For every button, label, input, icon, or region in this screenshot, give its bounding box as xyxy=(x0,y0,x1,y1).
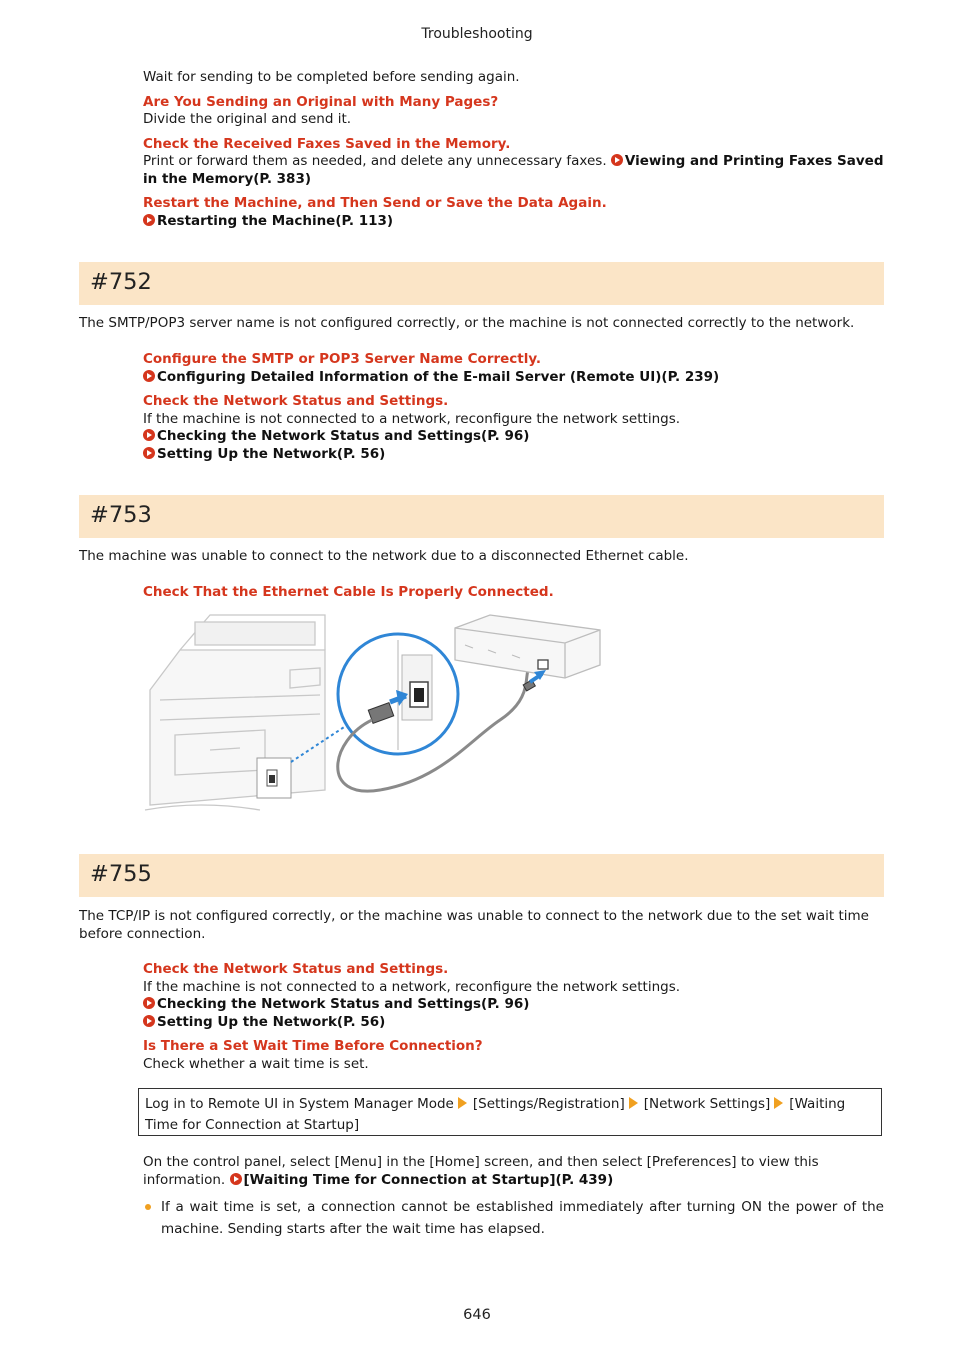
text-check-memory xyxy=(143,153,885,188)
heading-check-memory: Check the Received Faxes Saved in the Memory. xyxy=(143,135,511,152)
arrow-icon xyxy=(143,214,155,226)
heading-wait-time: Is There a Set Wait Time Before Connection? xyxy=(143,1038,483,1054)
link-network-status[interactable]: Checking the Network Status and Settings(P. 96) xyxy=(143,428,885,446)
triangle-arrow-icon xyxy=(629,1097,638,1109)
section-753-bar xyxy=(79,495,884,538)
path-step-3: [Network Settings] xyxy=(643,1096,771,1112)
bullet-text: If a wait time is set, a connection cannot be established immediately after turning ON the power of the machine. Sending starts after the wait time has elapsed. xyxy=(161,1199,884,1237)
heading-many-pages: Are You Sending an Original with Many Pages? xyxy=(143,93,499,110)
path-step-4: [Waiting Time for Connection at Startup] xyxy=(145,1096,846,1133)
link-setting-up-network-755[interactable]: Setting Up the Network(P. 56) xyxy=(143,1014,885,1032)
arrow-icon xyxy=(143,447,155,459)
triangle-arrow-icon xyxy=(774,1097,783,1109)
section-753-block xyxy=(143,584,885,602)
link-setting-up-network[interactable]: Setting Up the Network(P. 56) xyxy=(143,446,885,464)
text-wait-time: Check whether a wait time is set. xyxy=(143,1055,369,1072)
page-header: Troubleshooting xyxy=(421,26,533,42)
section-752-desc: The SMTP/POP3 server name is not configured correctly, or the machine is not connected correctly to the network. xyxy=(79,315,855,331)
heading-check-network: Check the Network Status and Settings. xyxy=(143,393,449,409)
link-waiting-time[interactable]: [Waiting Time for Connection at Startup](P. 439) xyxy=(230,1172,614,1188)
link-email-server[interactable]: Configuring Detailed Information of the E-mail Server (Remote UI)(P. 239) xyxy=(143,369,885,387)
arrow-icon xyxy=(143,997,155,1009)
bullet-dot-icon xyxy=(145,1204,151,1210)
link-view-faxes-memory[interactable]: Viewing and Printing Faxes Saved in the Memory(P. 383) xyxy=(143,153,884,187)
arrow-icon xyxy=(143,1015,155,1027)
section-752-bar xyxy=(79,262,884,305)
section-755-bar xyxy=(79,854,884,897)
remote-ui-path-box xyxy=(138,1088,882,1136)
section-753-title: #753 xyxy=(90,502,152,528)
note-bullet xyxy=(143,1196,884,1240)
path-step-1: Log in to Remote UI in System Manager Mode xyxy=(145,1096,454,1112)
heading-ethernet-cable: Check That the Ethernet Cable Is Properly Connected. xyxy=(143,584,554,600)
arrow-icon xyxy=(143,370,155,382)
control-panel-text: On the control panel, select [Menu] in the [Home] screen, and then select [Preferences] to view this information. xyxy=(143,1154,819,1188)
control-panel-block xyxy=(143,1154,885,1189)
section-755-desc: The TCP/IP is not configured correctly, or the machine was unable to connect to the network due to the set wait time before connection. xyxy=(79,908,869,942)
section-752-title: #752 xyxy=(90,269,152,295)
page-number: 646 xyxy=(463,1307,491,1323)
section-752-block xyxy=(143,351,885,463)
heading-restart: Restart the Machine, and Then Send or Save the Data Again. xyxy=(143,195,607,211)
section-755-title: #755 xyxy=(90,861,152,887)
text-check-network: If the machine is not connected to a network, reconfigure the network settings. xyxy=(143,410,681,427)
intro-text: Wait for sending to be completed before sending again. xyxy=(143,69,520,85)
text-check-network-755: If the machine is not connected to a network, reconfigure the network settings. xyxy=(143,978,681,995)
section-755-block xyxy=(143,961,885,1073)
triangle-arrow-icon xyxy=(458,1097,467,1109)
heading-configure-server: Configure the SMTP or POP3 Server Name Correctly. xyxy=(143,351,542,367)
memory-text: Print or forward them as needed, and delete any unnecessary faxes. xyxy=(143,153,607,169)
arrow-icon xyxy=(611,154,623,166)
section-753-desc: The machine was unable to connect to the network due to a disconnected Ethernet cable. xyxy=(79,548,689,564)
text-many-pages: Divide the original and send it. xyxy=(143,111,352,127)
top-block xyxy=(143,69,885,230)
path-step-2: [Settings/Registration] xyxy=(472,1096,625,1112)
link-restarting-machine[interactable]: Restarting the Machine(P. 113) xyxy=(143,213,885,231)
heading-check-network-755: Check the Network Status and Settings. xyxy=(143,961,449,977)
ethernet-connection-illustration xyxy=(140,610,610,820)
arrow-icon xyxy=(143,429,155,441)
link-network-status-755[interactable]: Checking the Network Status and Settings(P. 96) xyxy=(143,996,885,1014)
arrow-icon xyxy=(230,1173,242,1185)
